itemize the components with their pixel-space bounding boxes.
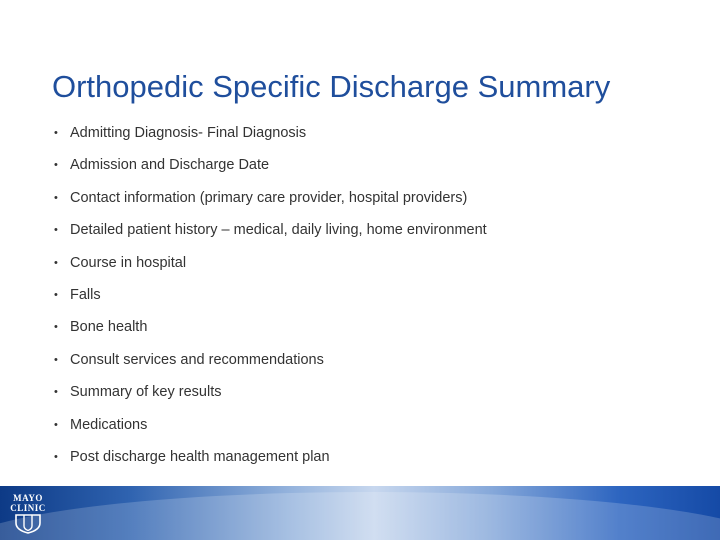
bullet-text: Summary of key results [70,384,222,401]
bullet-item [54,413,487,445]
bullet-item [54,380,487,412]
bullet-icon: • [54,224,58,237]
bullet-text: Course in hospital [70,254,187,271]
bullet-item [54,315,487,347]
bullet-text: Medications [70,416,148,433]
bullet-text: Consult services and recommendations [70,351,324,368]
bullet-text: Bone health [70,319,148,336]
mayo-clinic-logo [6,490,50,536]
bullet-item [54,445,487,477]
bullet-text: Contact information (primary care provider, hospital providers) [70,189,468,206]
bullet-item [54,121,487,153]
bullet-icon: • [54,159,58,172]
bullet-icon: • [54,353,58,366]
bullet-item [54,218,487,250]
bullet-icon: • [54,256,58,269]
shield-icon [15,514,41,534]
footer-band [0,486,720,540]
bullet-icon: • [54,127,58,139]
bullet-item [54,348,487,380]
bullet-list [54,121,487,477]
bullet-icon: • [54,386,58,399]
bullet-text: Admitting Diagnosis- Final Diagnosis [70,125,307,141]
bullet-icon: • [54,321,58,334]
bullet-item [54,251,487,283]
footer-sweep [0,492,720,540]
bullet-icon: • [54,450,58,463]
bullet-text: Admission and Discharge Date [70,157,270,174]
bullet-item [54,283,487,315]
bullet-text: Post discharge health management plan [70,448,330,465]
slide-title: Orthopedic Specific Discharge Summary [52,69,611,104]
bullet-icon: • [54,288,58,301]
bullet-icon: • [54,418,58,431]
logo-text-clinic: CLINIC [10,503,46,513]
bullet-item [54,153,487,185]
bullet-text: Falls [70,286,101,303]
bullet-text: Detailed patient history – medical, daily living, home environment [70,222,487,239]
bullet-item [54,186,487,218]
logo-text-mayo: MAYO [13,493,43,503]
bullet-icon: • [54,191,58,204]
